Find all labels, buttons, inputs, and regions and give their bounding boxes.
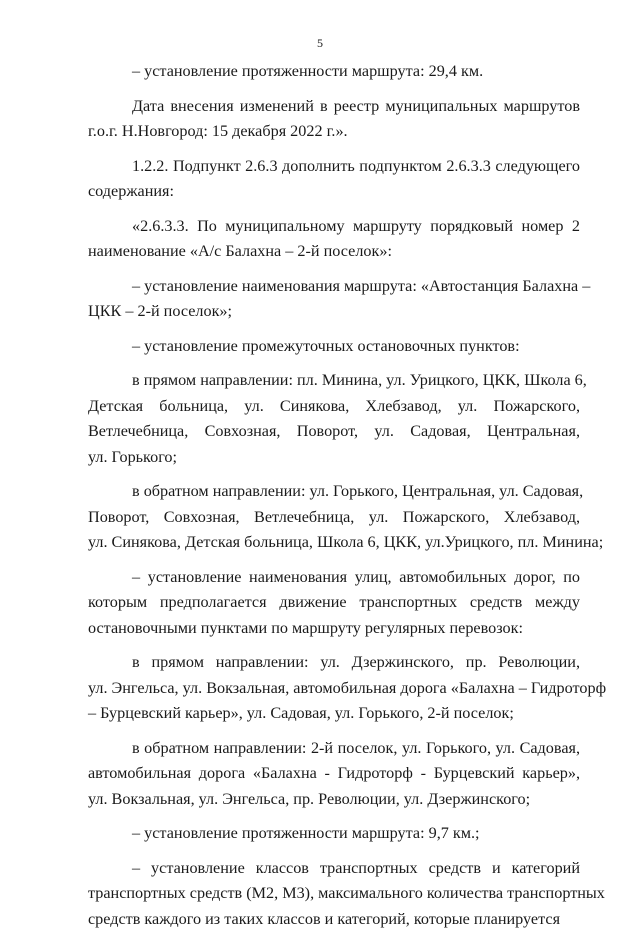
paragraph (88, 94, 580, 145)
paragraph-line: – установление протяженности маршрута: 9,7 км.; (132, 824, 480, 842)
paragraph-line: которым предполагается движение транспортных средств между (88, 593, 580, 611)
paragraph-line: в обратном направлении: 2-й поселок, ул. Горького, ул. Садовая, (132, 738, 580, 757)
paragraph-line: Поворот, Совхозная, Ветлечебница, ул. Пожарского, Хлебзавод, (88, 507, 580, 526)
paragraph-line: – установление наименования маршрута: «Автостанция Балахна – (132, 276, 591, 295)
paragraph-line: средств каждого из таких классов и категорий, которые планируется (88, 909, 561, 928)
paragraph-line: 1.2.2. Подпункт 2.6.3 дополнить подпунктом 2.6.3.3 следующего (132, 156, 580, 175)
paragraph-line: Дата внесения изменений в реестр муниципальных маршрутов (132, 96, 580, 115)
paragraph-line: остановочными пунктами по маршруту регулярных перевозок: (88, 618, 523, 637)
paragraph-line: содержания: (88, 182, 174, 200)
paragraph (88, 736, 580, 813)
paragraph-line: Ветлечебница, Совхозная, Поворот, ул. Садовая, Центральная, (88, 422, 580, 440)
paragraph (88, 214, 580, 265)
paragraph-line: «2.6.3.3. По муниципальному маршруту порядковый номер 2 (132, 216, 580, 235)
paragraph (88, 856, 605, 933)
paragraph-line: – установление промежуточных остановочных пунктов: (132, 336, 520, 355)
paragraph-line: в прямом направлении: пл. Минина, ул. Урицкого, ЦКК, Школа 6, (132, 371, 587, 389)
paragraph-line: – установление классов транспортных средств и категорий (132, 858, 580, 877)
document-body (88, 59, 607, 941)
paragraph (88, 565, 580, 642)
paragraph-line: ул. Синякова, Детская больница, Школа 6, ЦКК, ул.Урицкого, пл. Минина; (88, 533, 604, 551)
paragraph-line: – установление протяженности маршрута: 29,4 км. (132, 62, 484, 80)
page-number: 5 (317, 36, 323, 50)
paragraph-line: – установление наименования улиц, автомобильных дорог, по (132, 567, 580, 586)
paragraph (88, 821, 580, 847)
paragraph (88, 650, 607, 727)
paragraph (88, 479, 604, 556)
paragraph-line: в прямом направлении: ул. Дзержинского, пр. Революции, (132, 653, 580, 671)
paragraph-line: автомобильная дорога «Балахна - Гидроторф - Бурцевский карьер», (88, 764, 580, 782)
paragraph-line: ЦКК – 2-й поселок»; (88, 302, 233, 320)
paragraph (88, 59, 580, 85)
paragraph-line: наименование «А/с Балахна – 2-й поселок»: (88, 242, 392, 260)
paragraph-line: транспортных средств (М2, М3), максимального количества транспортных (88, 884, 605, 902)
paragraph (88, 368, 587, 470)
paragraph-line: ул. Энгельса, ул. Вокзальная, автомобильная дорога «Балахна – Гидроторф (88, 678, 607, 697)
paragraph (88, 154, 580, 205)
paragraph-line: ул. Горького; (88, 447, 178, 466)
paragraph (88, 334, 580, 360)
paragraph (88, 274, 591, 325)
paragraph-line: ул. Вокзальная, ул. Энгельса, пр. Революции, ул. Дзержинского; (88, 789, 531, 808)
paragraph-line: г.о.г. Н.Новгород: 15 декабря 2022 г.». (88, 122, 348, 140)
paragraph-line: – Бурцевский карьер», ул. Садовая, ул. Горького, 2-й поселок; (88, 704, 514, 722)
paragraph-line: в обратном направлении: ул. Горького, Центральная, ул. Садовая, (132, 482, 584, 500)
paragraph-line: Детская больница, ул. Синякова, Хлебзавод, ул. Пожарского, (88, 396, 580, 415)
